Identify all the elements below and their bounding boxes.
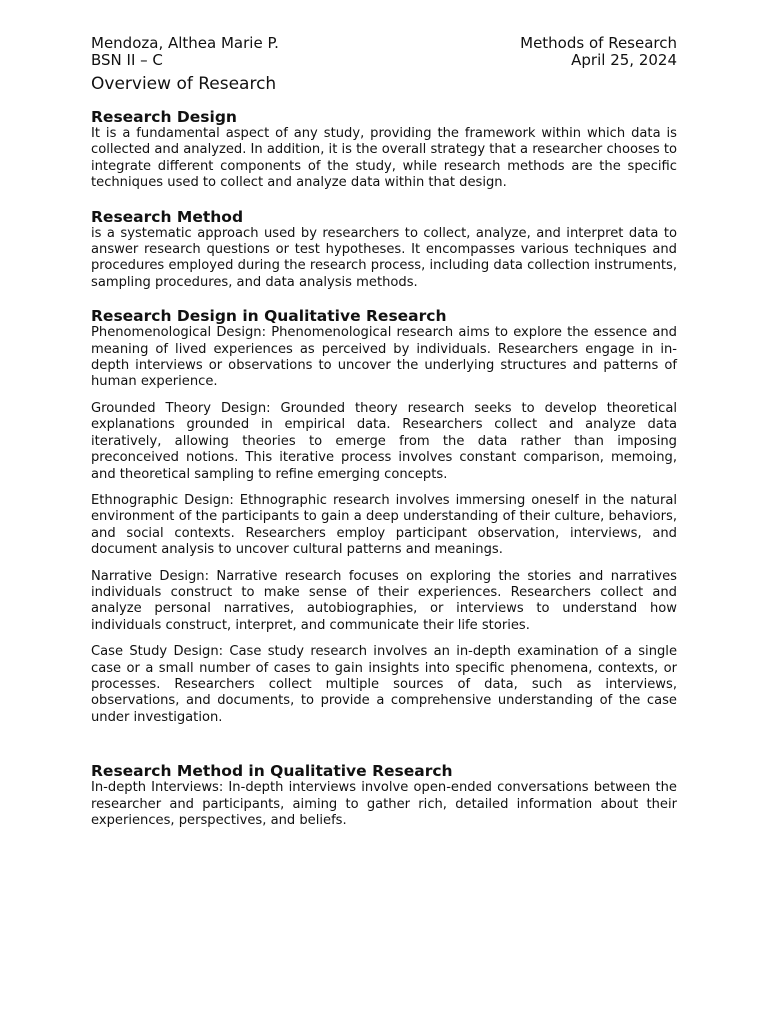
section-paragraph: is a systematic approach used by researchers to collect, analyze, and interpret data to answer research questions or test hypotheses. It encompasses various techniques and procedures employed during the research process, including data collection instruments, sampling procedures, and data analysis methods. bbox=[91, 225, 677, 290]
section-heading: Research Method bbox=[91, 207, 244, 226]
section-paragraph: It is a fundamental aspect of any study, providing the framework within which data is collected and analyzed. In addition, it is the overall strategy that a researcher chooses to integrate different components of the study, while research methods are the specific techniques used to collect and analyze data within that design. bbox=[91, 126, 677, 191]
paragraph-ethnographic-design: Ethnographic Design: Ethnographic research involves immersing oneself in the natural environment of the participants to gain a deep understanding of their culture, behaviors, and social contexts. Researchers employ participant observation, interviews, and document analysis to uncover cultural patterns and meanings. bbox=[91, 492, 677, 558]
header-left bbox=[91, 35, 279, 69]
class-section: BSN II – C bbox=[91, 51, 163, 69]
paragraph-case-study-design: Case Study Design: Case study research involves an in-depth examination of a single case or a small number of cases to gain insights into specific phenomena, contexts, or processes. Researchers collect multiple sources of data, such as interviews, observations, and documents, to provide a comprehensive understanding of the case under investigation. bbox=[91, 644, 677, 725]
section-heading: Research Design bbox=[91, 108, 237, 126]
section-research-design bbox=[91, 108, 677, 192]
paragraph-grounded-theory-design: Grounded Theory Design: Grounded theory research seeks to develop theoretical explanations grounded in empirical data. Researchers collect and analyze data iteratively, allowing theories to emerge from the data rather than imposing preconceived notions. This iterative process involves constant comparison, memoing, and theoretical sampling to refine emerging concepts. bbox=[91, 400, 677, 482]
section-qualitative-method bbox=[91, 762, 677, 829]
paragraph-in-depth-interviews: In-depth Interviews: In-depth interviews involve open-ended conversations between the researcher and participants, aiming to gather rich, detailed information about their experiences, perspectives, and beliefs. bbox=[91, 780, 677, 828]
document-title: Overview of Research bbox=[91, 74, 277, 94]
section-heading: Research Method in Qualitative Research bbox=[91, 762, 453, 781]
section-heading: Research Design in Qualitative Research bbox=[91, 307, 447, 326]
course-name: Methods of Research bbox=[520, 34, 677, 52]
section-qualitative-design bbox=[91, 307, 677, 726]
header-right bbox=[520, 35, 677, 69]
author-name: Mendoza, Althea Marie P. bbox=[91, 34, 279, 52]
document-date: April 25, 2024 bbox=[571, 51, 677, 69]
section-research-method bbox=[91, 208, 677, 292]
paragraph-narrative-design: Narrative Design: Narrative research focuses on exploring the stories and narratives individuals construct to make sense of their experiences. Researchers collect and analyze personal narratives, autobiographies, or interviews to understand how individuals construct, interpret, and communicate their life stories. bbox=[91, 568, 677, 633]
paragraph-phenomenological-design: Phenomenological Design: Phenomenological research aims to explore the essence and meaning of lived experiences as perceived by individuals. Researchers engage in in-depth interviews or observations to uncover the underlying structures and patterns of human experience. bbox=[91, 325, 677, 390]
document-header bbox=[91, 35, 677, 69]
